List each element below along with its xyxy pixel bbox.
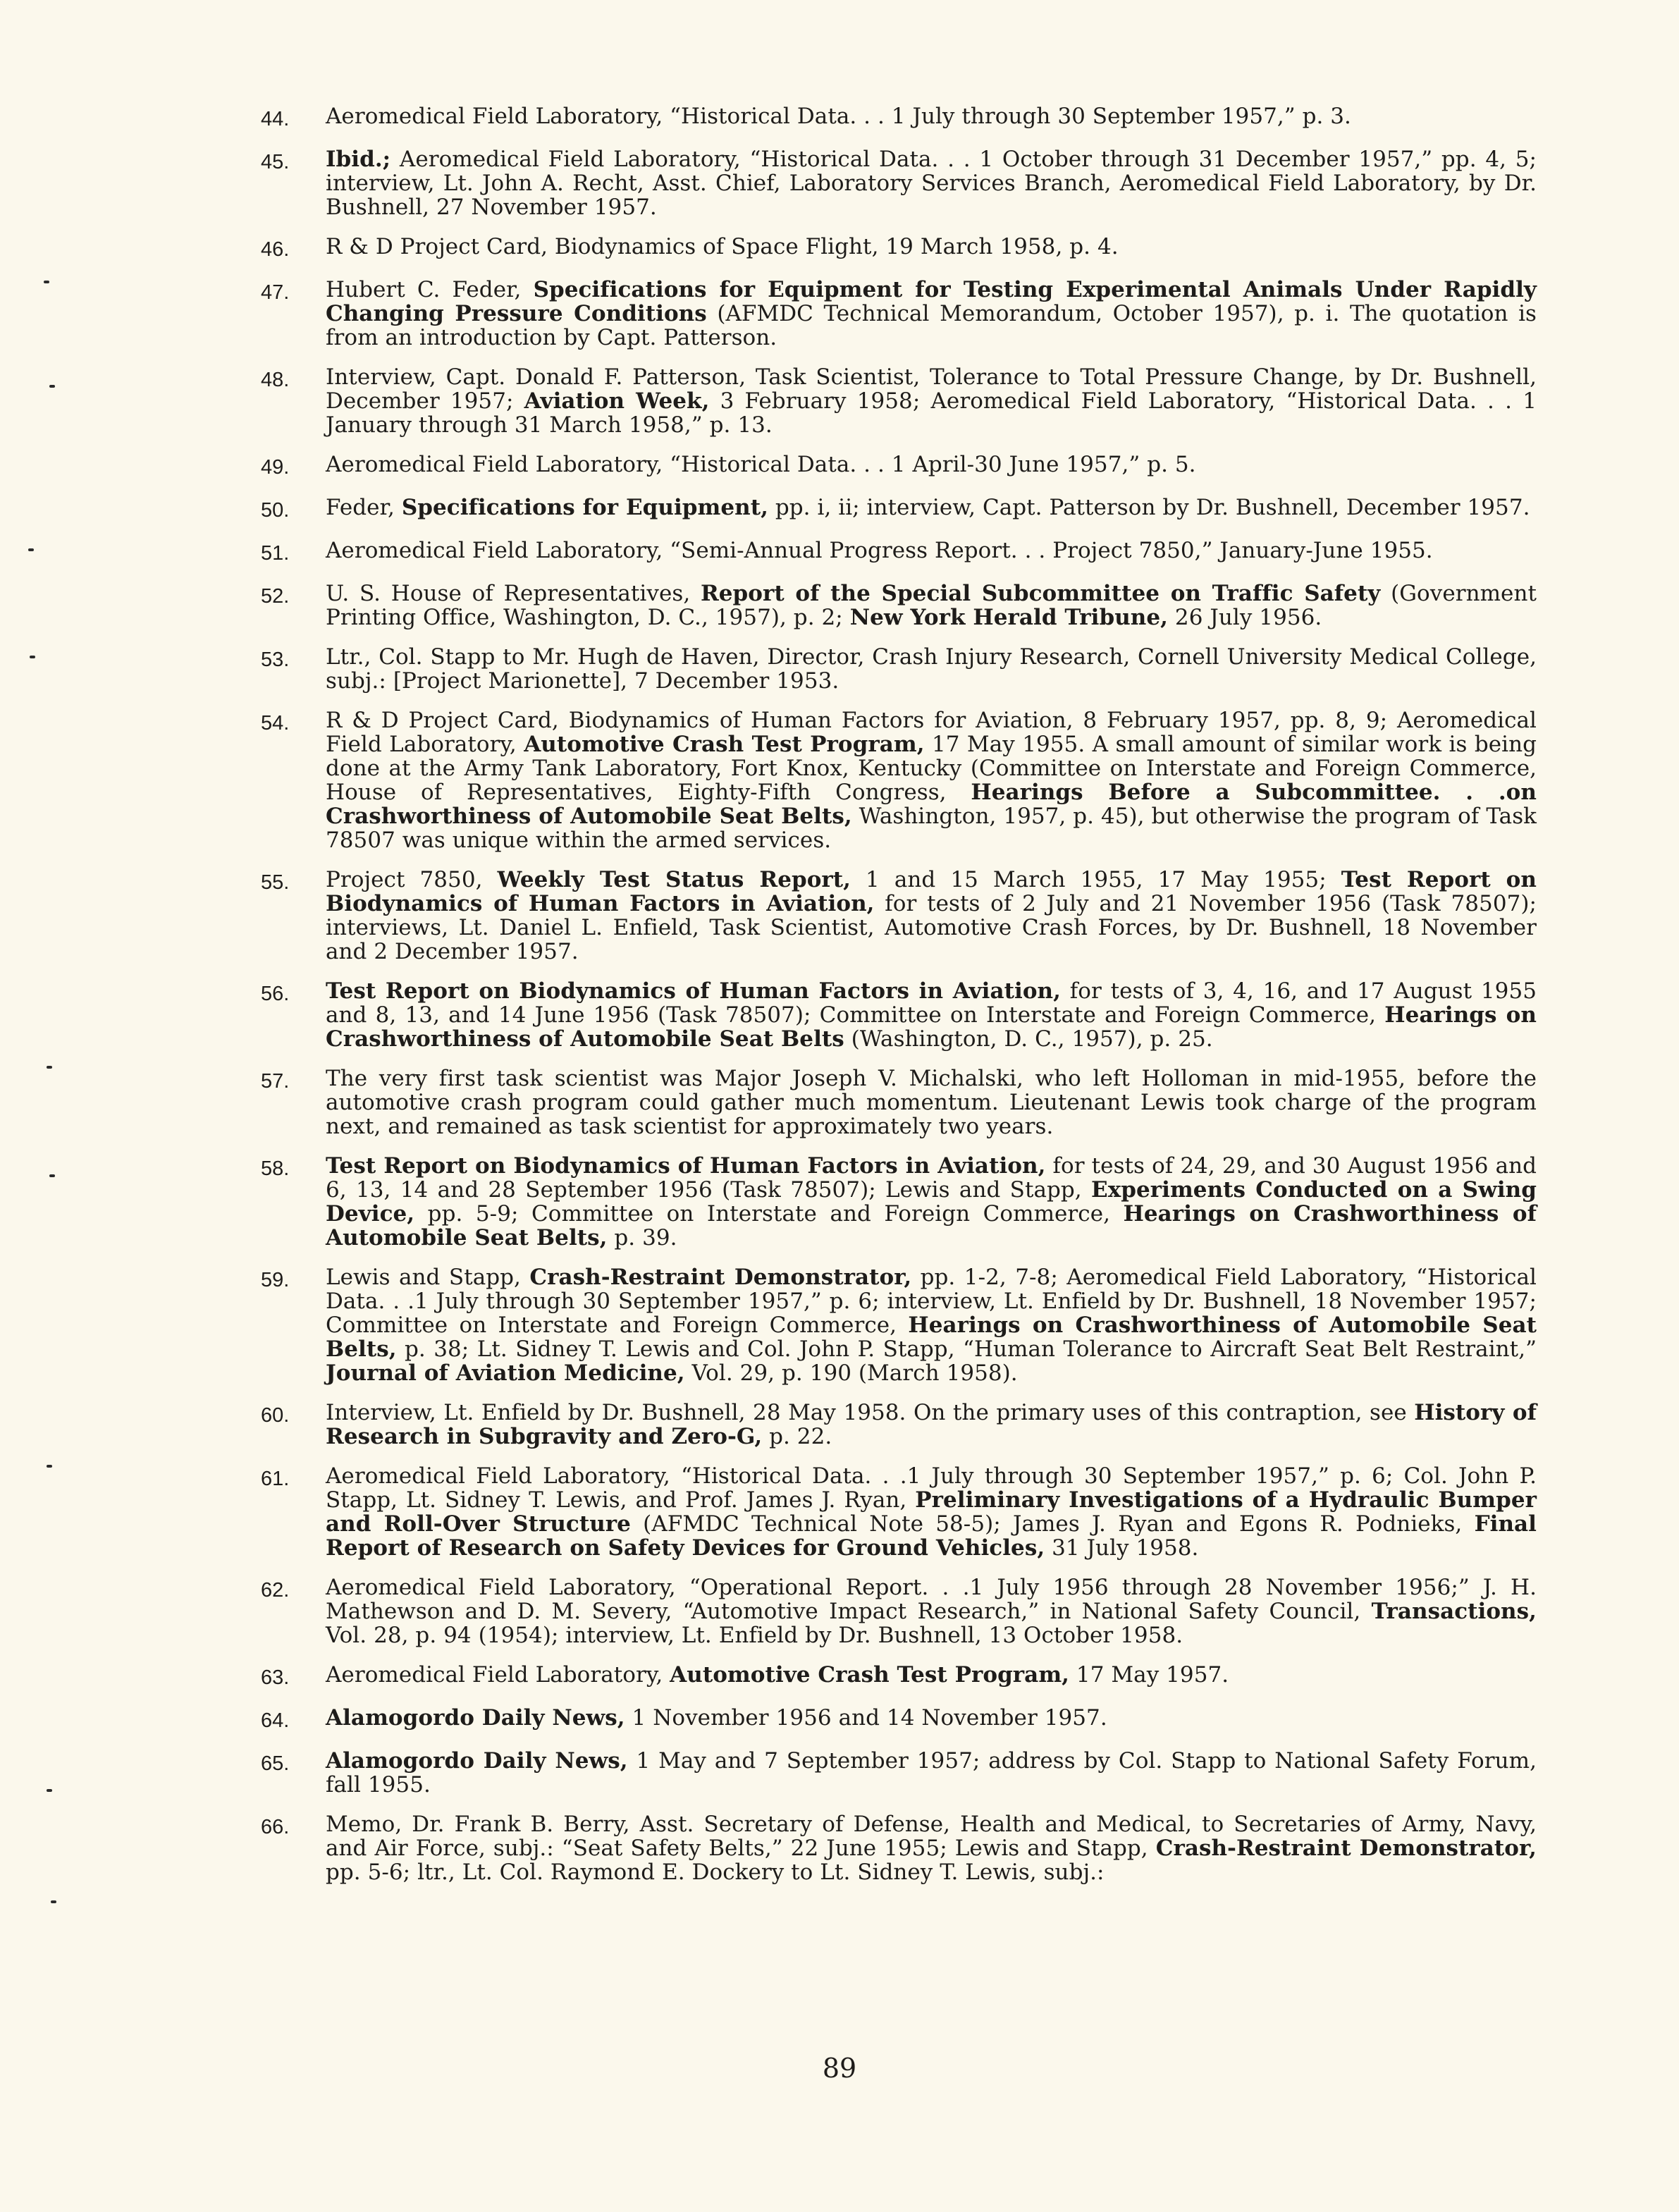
- citation-text: 1 November 1956 and 14 November 1957.: [625, 1705, 1107, 1731]
- endnote-number: 59.: [261, 1269, 290, 1291]
- endnote-text: [326, 278, 1537, 350]
- citation-title: Test Report on Biodynamics of Human Factors in Aviation,: [326, 867, 1537, 916]
- citation-title: Transactions,: [1371, 1599, 1537, 1624]
- endnote-number: 52.: [261, 585, 290, 608]
- citation-text: Project 7850,: [326, 867, 498, 892]
- endnote-62: [261, 1575, 1537, 1647]
- endnote-58: [261, 1154, 1537, 1250]
- endnote-number: 53.: [261, 649, 290, 671]
- citation-title: Hearings on Crashworthiness of Automobile Seat Belts,: [326, 1313, 1537, 1362]
- citation-title: Automotive Crash Test Program,: [670, 1662, 1070, 1688]
- citation-text: R & D Project Card, Biodynamics of Human Factors for Aviation, 8 February 1957, pp. 8, 9; Aeromedical Field Laboratory,: [326, 708, 1537, 757]
- endnote-number: 45.: [261, 151, 290, 173]
- citation-text: 17 May 1955. A small amount of similar work is being done at the Army Tank Laboratory, Fort Knox, Kentucky (Committee on Interstate and Foreign Commerce, House of Representatives, Eighty-Fifth Congress,: [326, 732, 1537, 805]
- endnote-text: [326, 147, 1537, 219]
- endnote-text: [326, 708, 1537, 852]
- citation-text: for tests of 24, 29, and 30 August 1956 and 6, 13, 14 and 28 September 1956 (Task 78507); Lewis and Stapp,: [326, 1153, 1537, 1203]
- endnote-number: 61.: [261, 1468, 290, 1490]
- citation-text: Aeromedical Field Laboratory, “Historical Data. . . 1 October through 31 December 1957,” pp. 4, 5; interview, Lt. John A. Recht, Asst. Chief, Laboratory Services Branch, Aeromedical Field Laboratory, by Dr. Bushnell, 27 November 1957.: [326, 147, 1537, 220]
- citation-title: Aviation Week,: [524, 388, 710, 414]
- endnote-61: [261, 1464, 1537, 1560]
- citation-title: Crash-Restraint Demonstrator,: [1155, 1836, 1537, 1861]
- citation-text: Lewis and Stapp,: [326, 1265, 530, 1290]
- citation-title: Alamogordo Daily News,: [326, 1705, 625, 1731]
- endnote-52: [261, 582, 1537, 629]
- citation-text: Memo, Dr. Frank B. Berry, Asst. Secretary of Defense, Health and Medical, to Secretaries of Army, Navy, and Air Force, subj.: “Seat Safety Belts,” 22 June 1955; Lewis and Stapp,: [326, 1812, 1537, 1861]
- endnote-number: 55.: [261, 871, 290, 894]
- endnote-text: [326, 365, 1537, 437]
- endnote-number: 64.: [261, 1709, 290, 1732]
- citation-text: 26 July 1956.: [1168, 605, 1322, 630]
- endnote-text: [326, 453, 1537, 477]
- endnote-number: 57.: [261, 1070, 290, 1093]
- citation-text: (AFMDC Technical Memorandum, October 1957), p. i. The quotation is from an introduction by Capt. Patterson.: [326, 301, 1537, 350]
- endnote-text: [326, 1812, 1537, 1884]
- endnote-56: [261, 979, 1537, 1051]
- citation-text: Aeromedical Field Laboratory, “Operational Report. . .1 July 1956 through 28 November 1956;” J. H. Mathewson and D. M. Severy, “Automotive Impact Research,” in National Safety Council,: [326, 1575, 1537, 1624]
- citation-text: for tests of 3, 4, 16, and 17 August 1955 and 8, 13, and 14 June 1956 (Task 78507); Committee on Interstate and Foreign Commerce,: [326, 978, 1537, 1028]
- citation-title: Test Report on Biodynamics of Human Factors in Aviation,: [326, 978, 1061, 1004]
- endnote-number: 49.: [261, 456, 290, 479]
- endnote-number: 66.: [261, 1816, 290, 1838]
- endnote-text: [326, 104, 1537, 128]
- citation-title: Hearings Before a Subcommittee. . .on Crashworthiness of Automobile Seat Belts,: [326, 780, 1537, 829]
- endnote-number: 56.: [261, 983, 290, 1005]
- endnote-63: [261, 1663, 1537, 1690]
- endnote-number: 65.: [261, 1752, 290, 1775]
- endnote-number: 60.: [261, 1404, 290, 1427]
- citation-text: pp. i, ii; interview, Capt. Patterson by Dr. Bushnell, December 1957.: [768, 495, 1530, 520]
- citation-text: Aeromedical Field Laboratory, “Historical Data. . . 1 July through 30 September 1957,” p. 3.: [326, 104, 1351, 129]
- endnote-number: 46.: [261, 238, 290, 261]
- endnote-number: 63.: [261, 1666, 290, 1689]
- endnote-text: [326, 1401, 1537, 1449]
- citation-title: Specifications for Equipment for Testing Experimental Animals Under Rapidly Changing Pressure Conditions: [326, 277, 1537, 326]
- citation-text: pp. 5-9; Committee on Interstate and Foreign Commerce,: [414, 1201, 1124, 1227]
- endnote-number: 47.: [261, 281, 290, 304]
- endnote-text: [326, 979, 1537, 1051]
- citation-text: R & D Project Card, Biodynamics of Space Flight, 19 March 1958, p. 4.: [326, 234, 1119, 259]
- endnote-49: [261, 453, 1537, 480]
- endnote-text: [326, 645, 1537, 693]
- endnote-53: [261, 645, 1537, 693]
- citation-text: Vol. 28, p. 94 (1954); interview, Lt. Enfield by Dr. Bushnell, 13 October 1958.: [326, 1623, 1183, 1648]
- citation-text: Washington, 1957, p. 45), but otherwise the program of Task 78507 was unique within the armed services.: [326, 804, 1537, 853]
- endnote-text: [326, 1663, 1537, 1687]
- citation-text: Aeromedical Field Laboratory,: [326, 1662, 670, 1688]
- citation-title: Specifications for Equipment,: [401, 495, 768, 520]
- citation-text: for tests of 2 July and 21 November 1956 (Task 78507); interviews, Lt. Daniel L. Enfield, Task Scientist, Automotive Crash Forces, by Dr. Bushnell, 18 November and 2 December 1957.: [326, 891, 1537, 964]
- citation-text: Aeromedical Field Laboratory, “Semi-Annual Progress Report. . . Project 7850,” January-June 1955.: [326, 538, 1433, 563]
- endnote-65: [261, 1749, 1537, 1797]
- citation-title: Automotive Crash Test Program,: [524, 732, 925, 757]
- page-number: 89: [822, 2053, 857, 2084]
- citation-text: 1 and 15 March 1955, 17 May 1955;: [851, 867, 1341, 892]
- endnote-text: [326, 1067, 1537, 1138]
- citation-title: Crash-Restraint Demonstrator,: [529, 1265, 912, 1290]
- endnote-text: [326, 496, 1537, 520]
- citation-text: pp. 1-2, 7-8; Aeromedical Field Laboratory, “Historical Data. . .1 July through 30 September 1957,” p. 6; interview, Lt. Enfield by Dr. Bushnell, 18 November 1957; Committee on Interstate and Foreign Commerce,: [326, 1265, 1537, 1338]
- citation-title: Hearings on Crashworthiness of Automobile Seat Belts: [326, 1002, 1537, 1052]
- endnote-57: [261, 1067, 1537, 1138]
- endnotes-list: [261, 104, 1537, 1900]
- citation-title: Ibid.;: [326, 147, 391, 172]
- citation-text: pp. 5-6; ltr., Lt. Col. Raymond E. Dockery to Lt. Sidney T. Lewis, subj.:: [326, 1860, 1105, 1885]
- endnote-number: 44.: [261, 108, 290, 130]
- citation-title: Alamogordo Daily News,: [326, 1748, 628, 1774]
- endnote-text: [326, 1154, 1537, 1250]
- endnote-46: [261, 235, 1537, 262]
- citation-text: (Washington, D. C., 1957), p. 25.: [844, 1026, 1213, 1052]
- citation-text: 3 February 1958; Aeromedical Field Laboratory, “Historical Data. . . 1 January through 31 March 1958,” p. 13.: [326, 388, 1537, 438]
- endnote-text: [326, 1749, 1537, 1797]
- citation-title: Report of the Special Subcommittee on Traffic Safety: [700, 581, 1381, 606]
- citation-title: Preliminary Investigations of a Hydraulic Bumper and Roll-Over Structure: [326, 1487, 1537, 1537]
- citation-text: U. S. House of Representatives,: [326, 581, 701, 606]
- endnote-text: [326, 1706, 1537, 1730]
- endnote-54: [261, 708, 1537, 852]
- endnote-text: [326, 868, 1537, 964]
- citation-text: Ltr., Col. Stapp to Mr. Hugh de Haven, Director, Crash Injury Research, Cornell University Medical College, subj.: [Project Marionette], 7 December 1953.: [326, 644, 1537, 694]
- endnote-number: 54.: [261, 712, 290, 735]
- citation-text: 17 May 1957.: [1069, 1662, 1229, 1688]
- citation-title: Final Report of Research on Safety Devices for Ground Vehicles,: [326, 1511, 1537, 1561]
- endnote-text: [326, 1464, 1537, 1560]
- endnote-64: [261, 1706, 1537, 1733]
- endnote-60: [261, 1401, 1537, 1449]
- citation-title: Journal of Aviation Medicine,: [326, 1360, 685, 1386]
- endnote-45: [261, 147, 1537, 219]
- endnote-text: [326, 1575, 1537, 1647]
- citation-text: (Government Printing Office, Washington, D. C., 1957), p. 2;: [326, 581, 1537, 630]
- citation-text: p. 38; Lt. Sidney T. Lewis and Col. John P. Stapp, “Human Tolerance to Aircraft Seat Belt Restraint,”: [396, 1337, 1537, 1362]
- endnote-number: 48.: [261, 369, 290, 391]
- citation-text: 31 July 1958.: [1045, 1535, 1199, 1561]
- endnote-text: [326, 539, 1537, 563]
- citation-text: Interview, Lt. Enfield by Dr. Bushnell, 28 May 1958. On the primary uses of this contraption, see: [326, 1400, 1415, 1425]
- endnote-59: [261, 1265, 1537, 1385]
- citation-title: New York Herald Tribune,: [849, 605, 1169, 630]
- citation-text: Interview, Capt. Donald F. Patterson, Task Scientist, Tolerance to Total Pressure Change, by Dr. Bushnell, December 1957;: [326, 364, 1537, 414]
- citation-title: Hearings on Crashworthiness of Automobile Seat Belts,: [326, 1201, 1537, 1251]
- citation-text: p. 22.: [762, 1424, 832, 1449]
- citation-text: Vol. 29, p. 190 (March 1958).: [684, 1360, 1018, 1386]
- endnote-48: [261, 365, 1537, 437]
- endnote-44: [261, 104, 1537, 132]
- citation-text: (AFMDC Technical Note 58-5); James J. Ryan and Egons R. Podnieks,: [630, 1511, 1475, 1537]
- citation-title: History of Research in Subgravity and Zero-G,: [326, 1400, 1537, 1449]
- citation-text: Aeromedical Field Laboratory, “Historical Data. . .1 July through 30 September 1957,” p. 6; Col. John P. Stapp, Lt. Sidney T. Lewis, and Prof. James J. Ryan,: [326, 1463, 1537, 1513]
- endnote-47: [261, 278, 1537, 350]
- citation-text: Aeromedical Field Laboratory, “Historical Data. . . 1 April-30 June 1957,” p. 5.: [326, 452, 1196, 477]
- endnote-number: 50.: [261, 499, 290, 522]
- endnote-number: 58.: [261, 1157, 290, 1180]
- endnote-text: [326, 1265, 1537, 1385]
- endnote-66: [261, 1812, 1537, 1884]
- endnote-number: 62.: [261, 1579, 290, 1602]
- endnote-text: [326, 582, 1537, 629]
- citation-title: Test Report on Biodynamics of Human Factors in Aviation,: [326, 1153, 1046, 1179]
- citation-text: Hubert C. Feder,: [326, 277, 534, 302]
- citation-text: 1 May and 7 September 1957; address by Col. Stapp to National Safety Forum, fall 1955.: [326, 1748, 1537, 1798]
- citation-text: p. 39.: [607, 1225, 677, 1251]
- endnote-text: [326, 235, 1537, 259]
- citation-title: Experiments Conducted on a Swing Device,: [326, 1177, 1537, 1227]
- endnote-51: [261, 539, 1537, 566]
- citation-text: Feder,: [326, 495, 402, 520]
- endnote-number: 51.: [261, 542, 290, 565]
- citation-title: Weekly Test Status Report,: [497, 867, 851, 892]
- endnote-50: [261, 496, 1537, 523]
- endnote-55: [261, 868, 1537, 964]
- citation-text: The very first task scientist was Major Joseph V. Michalski, who left Holloman in mid-1955, before the automotive crash program could gather much momentum. Lieutenant Lewis took charge of the program next, and remained as task scientist for approximately two years.: [326, 1066, 1537, 1139]
